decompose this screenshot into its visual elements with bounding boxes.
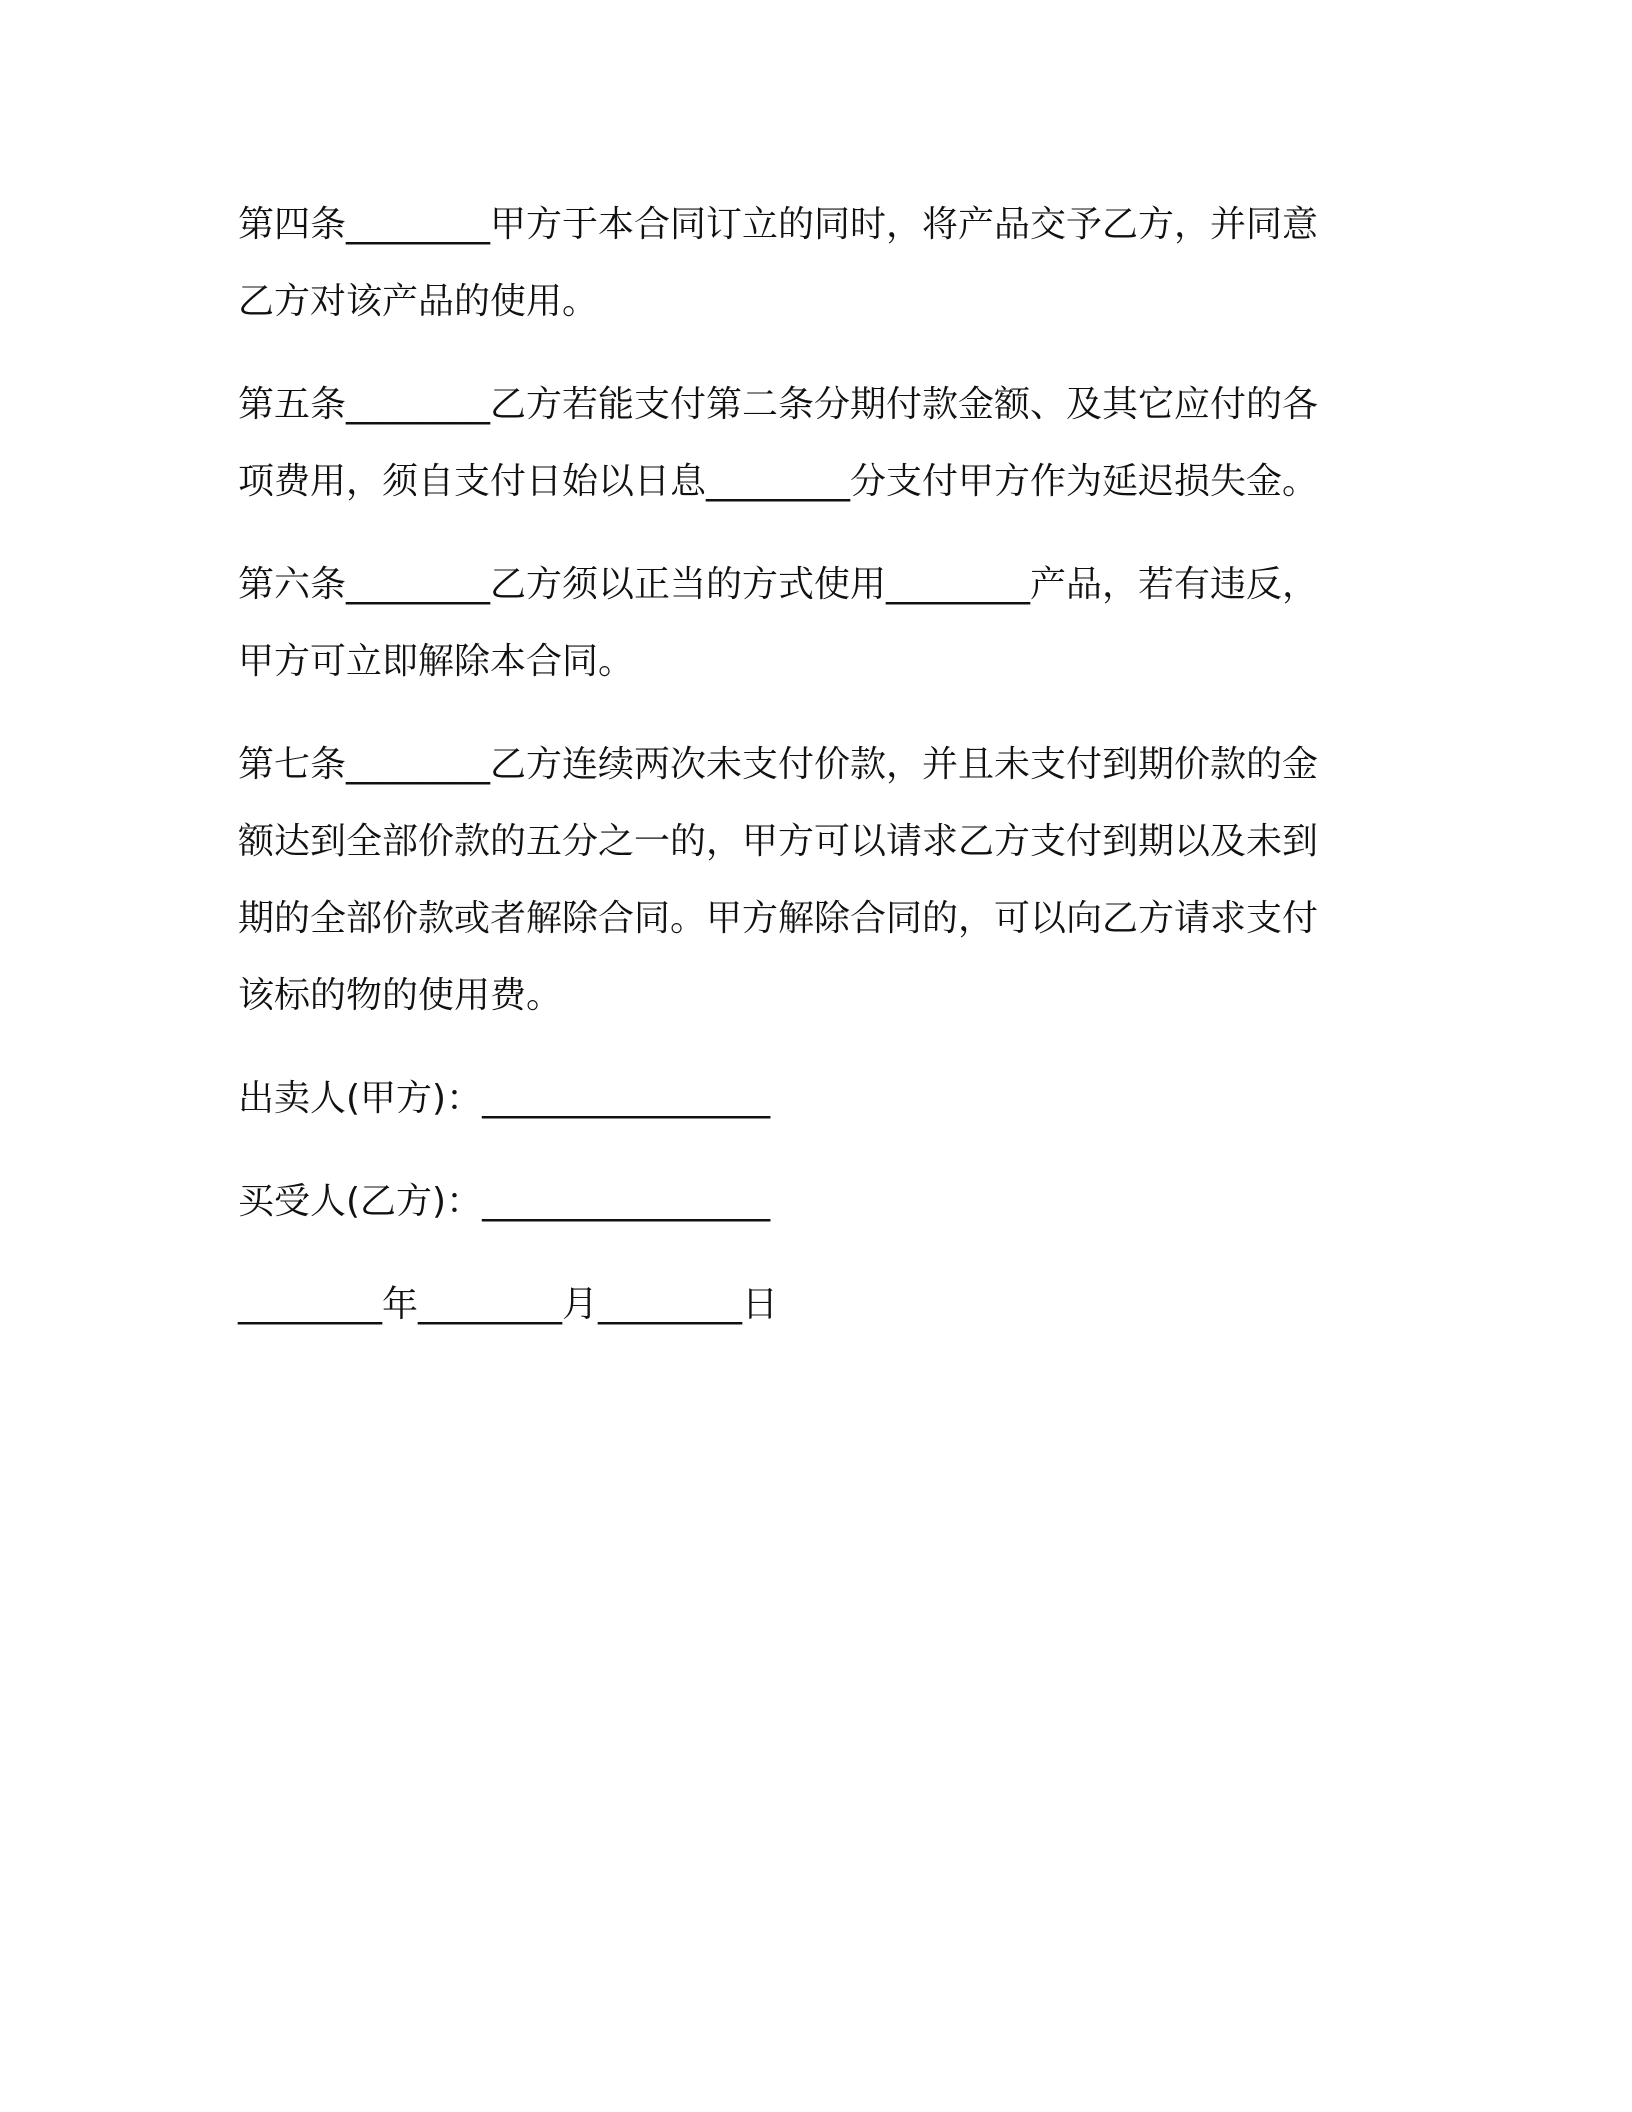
buyer-signature-line: 买受人(乙方)：________________ [238,1181,771,1222]
date-line: ________年________月________日 [238,1284,778,1325]
clause-6 [238,546,1398,700]
clause-7-line-4: 该标的物的使用费。 [238,975,563,1016]
clause-6-line-1: 第六条________乙方须以正当的方式使用________产品，若有违反， [238,564,1319,605]
clause-4-line-2: 乙方对该产品的使用。 [238,281,599,322]
document-page [238,186,1398,1343]
clause-5-line-1: 第五条________乙方若能支付第二条分期付款金额、及其它应付的各 [238,384,1319,425]
seller-signature-line: 出卖人(甲方)：________________ [238,1078,771,1119]
clause-6-line-2: 甲方可立即解除本合同。 [238,641,635,682]
clause-7 [238,726,1398,1034]
clause-7-line-1: 第七条________乙方连续两次未支付价款，并且未支付到期价款的金 [238,744,1319,785]
clause-5-line-2: 项费用，须自支付日始以日息________分支付甲方作为延迟损失金。 [238,461,1319,502]
clause-7-line-3: 期的全部价款或者解除合同。甲方解除合同的，可以向乙方请求支付 [238,898,1319,939]
clause-4-line-1: 第四条________甲方于本合同订立的同时，将产品交予乙方，并同意 [238,204,1319,245]
clause-4 [238,186,1398,340]
clause-5 [238,366,1398,520]
clause-7-line-2: 额达到全部价款的五分之一的，甲方可以请求乙方支付到期以及未到 [238,821,1319,862]
